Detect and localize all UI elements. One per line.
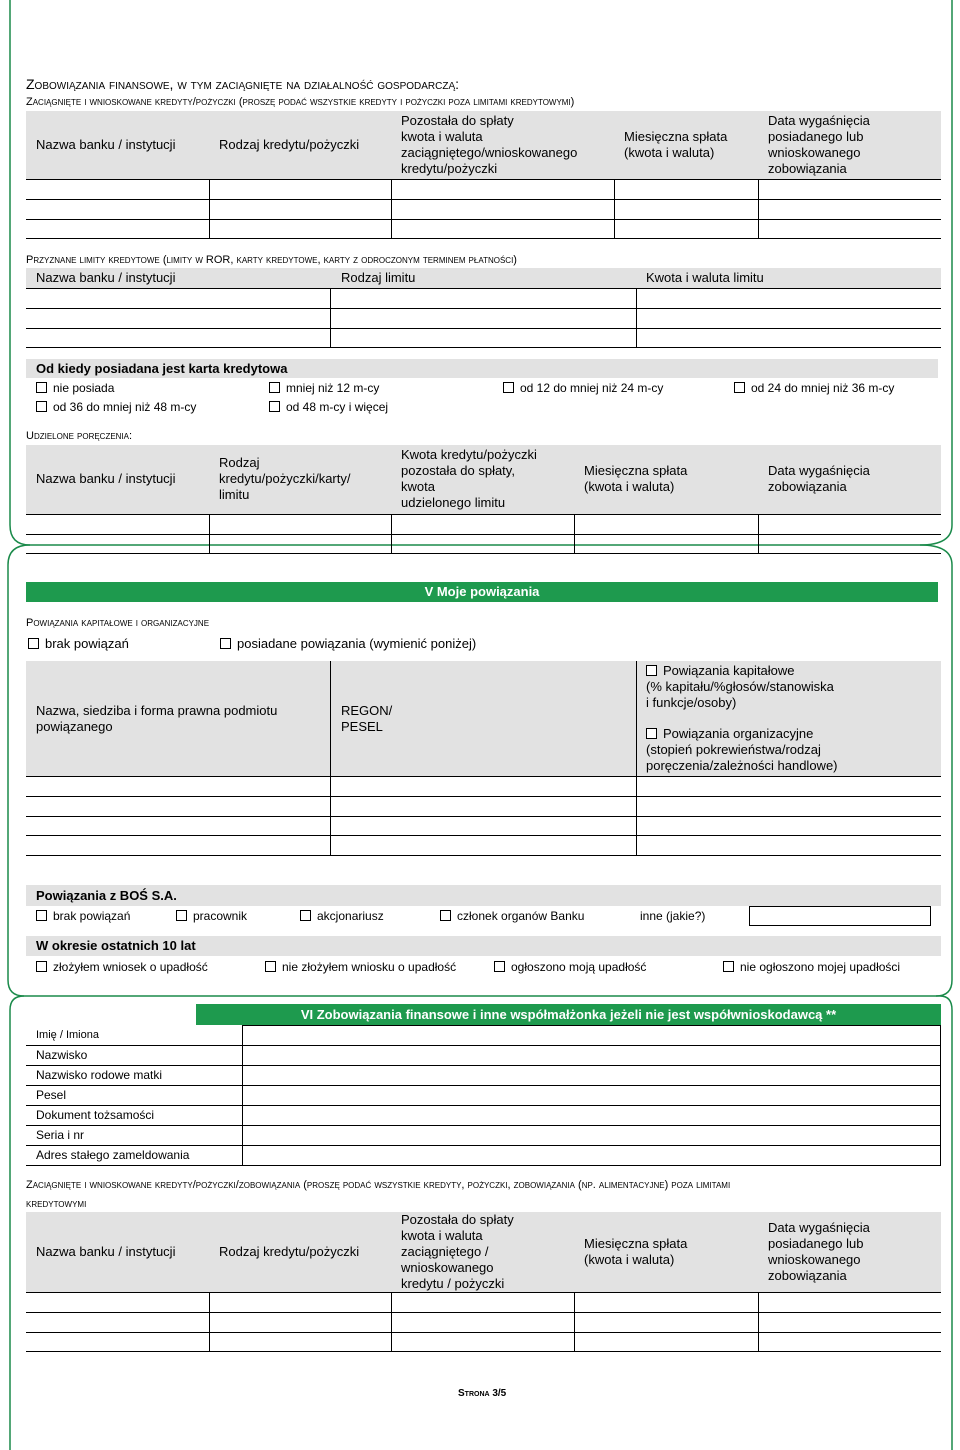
checkbox-icon[interactable] <box>36 401 47 412</box>
s2-h-limit-type: Rodzaj limitu <box>341 270 416 285</box>
s6-h-bank: Nazwa banku / instytucji <box>36 1244 176 1259</box>
opt-not-declared-bankrupt[interactable]: nie ogłoszono mojej upadłości <box>723 960 900 975</box>
s5-h-organizational: Powiązania organizacyjne (stopień pokrewieństwa/rodzaj poręczenia/zależności handlowe) <box>646 726 838 773</box>
opt-has-links[interactable]: posiadane powiązania (wymienić poniżej) <box>220 636 476 651</box>
checkbox-icon[interactable] <box>646 728 657 739</box>
checkbox-icon[interactable] <box>646 665 657 676</box>
s5-h-capital: Powiązania kapitałowe (% kapitału/%głosów/stanowiska i funkcje/osoby) <box>646 663 834 710</box>
s1-subtitle: Zaciągnięte i wnioskowane kredyty/pożyczki (proszę podać wszystkie kredyty i pożyczki poza limitami kredytowymi) <box>26 96 575 108</box>
checkbox-icon[interactable] <box>265 961 276 972</box>
checkbox-icon[interactable] <box>36 382 47 393</box>
s5-table-rows[interactable] <box>26 778 941 854</box>
s4-h-monthly: Miesięczna spłata (kwota i waluta) <box>584 463 688 494</box>
s4-h-bank: Nazwa banku / instytucji <box>36 471 176 486</box>
s5-period-title: W okresie ostatnich 10 lat <box>36 938 196 953</box>
opt-filed-bankruptcy[interactable]: złożyłem wniosek o upadłość <box>36 960 208 975</box>
s1-title: Zobowiązania finansowe, w tym zaciągnięte na działalność gospodarczą: <box>26 76 460 92</box>
s6-id-doc-label: Dokument tożsamości <box>36 1108 155 1122</box>
s2-table-rows[interactable] <box>26 290 941 346</box>
s5-h-regon: REGON/ PESEL <box>341 703 393 734</box>
bos-other-label: inne (jakie?) <box>640 909 706 923</box>
s4-h-expiry: Data wygaśnięcia zobowiązania <box>768 463 870 494</box>
s4-title: Udzielone poręczenia: <box>26 430 133 442</box>
s6-title-1: Zaciągnięte i wnioskowane kredyty/pożyczki/zobowiązania (proszę podać wszystkie kredyty, pożyczki, zobowiązania (np. alimentacyjne) poza limitami <box>26 1179 731 1191</box>
opt-bos-shareholder[interactable]: akcjonariusz <box>300 909 384 924</box>
page-number: Strona 3/5 <box>458 1388 507 1399</box>
s2-title: Przyznane limity kredytowe (limity w ROR, karty kredytowe, karty z odroczonym terminem płatności) <box>26 254 517 266</box>
opt-declared-bankrupt[interactable]: ogłoszono moją upadłość <box>494 960 646 975</box>
s4-h-type: Rodzaj kredytu/pożyczki/karty/ limitu <box>219 455 351 502</box>
s5-bar: V Moje powiązania <box>26 582 938 602</box>
s1-h-type: Rodzaj kredytu/pożyczki <box>219 137 360 152</box>
s6-first-name-label: Imię / Imiona <box>36 1029 99 1041</box>
s2-h-bank: Nazwa banku / instytucji <box>36 270 176 285</box>
s4-table-rows[interactable] <box>26 516 941 552</box>
s6-title-2: kredytowymi <box>26 1198 87 1210</box>
bos-other-input[interactable] <box>749 906 931 926</box>
checkbox-icon[interactable] <box>503 382 514 393</box>
s6-h-monthly: Miesięczna spłata (kwota i waluta) <box>584 1236 688 1267</box>
s6-h-remaining: Pozostała do spłaty kwota i waluta zaciągniętego / wnioskowanego kredytu / pożyczki <box>401 1212 514 1291</box>
s6-bar: VI Zobowiązania finansowe i inne współmałżonka jeżeli nie jest współwnioskodawcą ** <box>196 1004 941 1025</box>
s1-h-expiry: Data wygaśnięcia posiadanego lub wnioskowanego zobowiązania <box>768 113 870 176</box>
checkbox-icon[interactable] <box>723 961 734 972</box>
s5-title: Powiązania kapitałowe i organizacyjne <box>26 617 210 629</box>
s6-mother-name-label: Nazwisko rodowe matki <box>36 1068 163 1082</box>
checkbox-icon[interactable] <box>300 910 311 921</box>
checkbox-icon[interactable] <box>220 638 231 649</box>
checkbox-icon[interactable] <box>28 638 39 649</box>
opt-card-12-24[interactable]: od 12 do mniej niż 24 m-cy <box>503 381 663 396</box>
s6-series-label: Seria i nr <box>36 1128 85 1142</box>
s6-h-expiry: Data wygaśnięcia posiadanego lub wnioskowanego zobowiązania <box>768 1220 870 1283</box>
s6-address-label: Adres stałego zameldowania <box>36 1148 190 1162</box>
opt-card-24-36[interactable]: od 24 do mniej niż 36 m-cy <box>734 381 894 396</box>
s1-h-bank: Nazwa banku / instytucji <box>36 137 176 152</box>
opt-bos-board[interactable]: członek organów Banku <box>440 909 584 924</box>
checkbox-icon[interactable] <box>269 401 280 412</box>
opt-card-lt12[interactable]: mniej niż 12 m-cy <box>269 381 379 396</box>
opt-not-filed-bankruptcy[interactable]: nie złożyłem wniosku o upadłość <box>265 960 456 975</box>
s2-h-limit-amount: Kwota i waluta limitu <box>646 270 764 285</box>
s4-h-amount: Kwota kredytu/pożyczki pozostała do spłaty, kwota udzielonego limitu <box>401 447 537 510</box>
s3-title: Od kiedy posiadana jest karta kredytowa <box>36 361 288 376</box>
opt-bos-none[interactable]: brak powiązań <box>36 909 130 924</box>
s6-field-inputs[interactable] <box>244 1026 940 1164</box>
checkbox-icon[interactable] <box>36 961 47 972</box>
s1-h-remaining: Pozostała do spłaty kwota i waluta zaciągniętego/wnioskowanego kredytu/pożyczki <box>401 113 578 176</box>
checkbox-icon[interactable] <box>269 382 280 393</box>
s1-h-monthly: Miesięczna spłata (kwota i waluta) <box>624 129 728 160</box>
checkbox-icon[interactable] <box>440 910 451 921</box>
s1-table-rows[interactable] <box>26 181 941 237</box>
s5-h-entity: Nazwa, siedziba i forma prawna podmiotu powiązanego <box>36 703 278 734</box>
checkbox-icon[interactable] <box>734 382 745 393</box>
s6-surname-label: Nazwisko <box>36 1048 88 1062</box>
s5-bos-title: Powiązania z BOŚ S.A. <box>36 888 177 903</box>
opt-card-48plus[interactable]: od 48 m-cy i więcej <box>269 400 388 415</box>
opt-bos-employee[interactable]: pracownik <box>176 909 247 924</box>
opt-card-36-48[interactable]: od 36 do mniej niż 48 m-cy <box>36 400 196 415</box>
s6-pesel-label: Pesel <box>36 1088 67 1102</box>
checkbox-icon[interactable] <box>176 910 187 921</box>
checkbox-icon[interactable] <box>494 961 505 972</box>
opt-card-none[interactable]: nie posiada <box>36 381 114 396</box>
opt-no-links[interactable]: brak powiązań <box>28 636 129 651</box>
s6-table-rows[interactable] <box>26 1294 941 1350</box>
checkbox-icon[interactable] <box>36 910 47 921</box>
s6-h-type: Rodzaj kredytu/pożyczki <box>219 1244 360 1259</box>
